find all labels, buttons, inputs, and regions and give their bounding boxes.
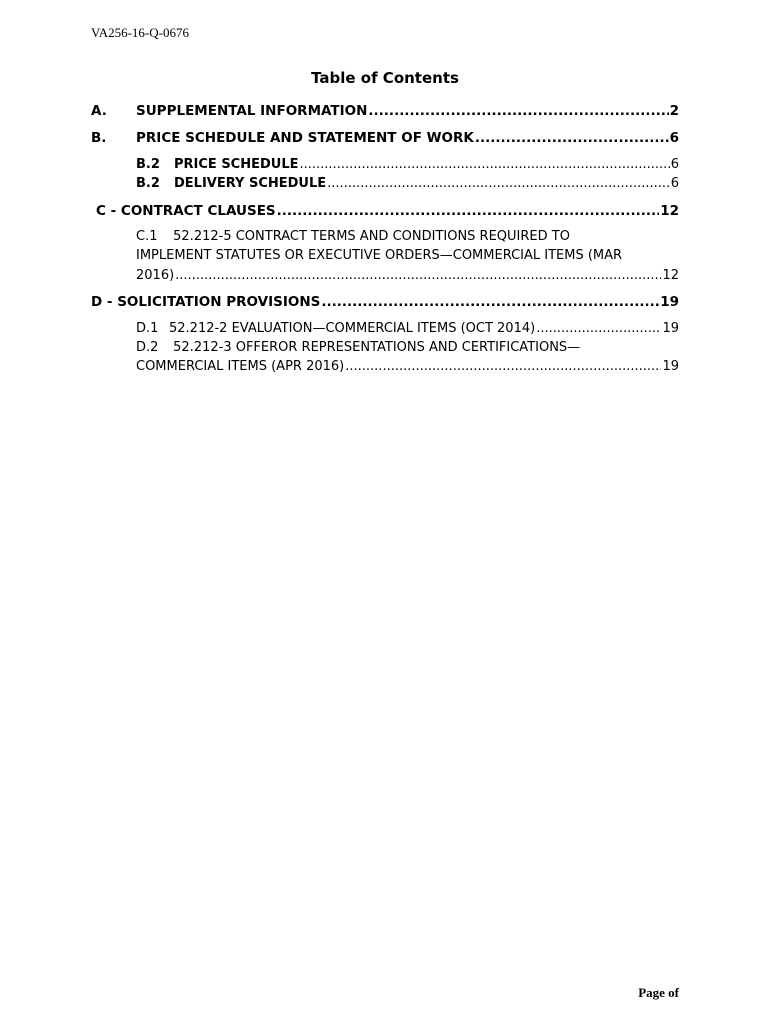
- toc-entry-d[interactable]: [91, 294, 679, 310]
- toc-entry-label: PRICE SCHEDULE AND STATEMENT OF WORK: [136, 130, 474, 146]
- toc-entry-label: 52.212-2 EVALUATION—COMMERCIAL ITEMS (OCT 2014): [169, 321, 536, 336]
- toc-entry-page: 19: [662, 359, 679, 374]
- toc-entry-c1-line3[interactable]: [136, 268, 679, 283]
- toc-entry-number: A.: [91, 103, 107, 119]
- dot-leader: [475, 130, 669, 146]
- dot-leader: [368, 103, 668, 119]
- toc-entry-number: B.2: [136, 157, 160, 172]
- toc-entry-number: D.2: [136, 340, 159, 355]
- toc-entry-page: 12: [660, 203, 679, 219]
- dot-leader: [321, 294, 659, 310]
- toc-entry-b2-delivery-schedule[interactable]: [136, 176, 679, 191]
- toc-entry-label: COMMERCIAL ITEMS (APR 2016): [136, 359, 345, 374]
- toc-entry-label: 52.212-5 CONTRACT TERMS AND CONDITIONS REQUIRED TO: [173, 229, 570, 244]
- toc-entry-page: 6: [669, 130, 679, 146]
- toc-entry-page: 12: [662, 268, 679, 283]
- toc-entry-number: B.: [91, 130, 107, 146]
- toc-entry-number: C.1: [136, 229, 158, 244]
- dot-leader: [345, 359, 661, 374]
- toc-entry-label: C - CONTRACT CLAUSES: [96, 203, 276, 219]
- toc-entry-label: 2016): [136, 268, 175, 283]
- toc-entry-b[interactable]: [91, 130, 679, 146]
- toc-entry-c1-line2: IMPLEMENT STATUTES OR EXECUTIVE ORDERS—COMMERCIAL ITEMS (MAR: [136, 248, 623, 263]
- toc-entry-page: 6: [670, 176, 679, 191]
- toc-entry-label: 52.212-3 OFFEROR REPRESENTATIONS AND CERTIFICATIONS—: [173, 340, 581, 355]
- document-number-header: VA256-16-Q-0676: [91, 25, 189, 40]
- toc-entry-a[interactable]: [91, 103, 679, 119]
- dot-leader: [277, 203, 660, 219]
- dot-leader: [175, 268, 661, 283]
- toc-entry-d1[interactable]: [136, 321, 679, 336]
- toc-entry-label: D - SOLICITATION PROVISIONS: [91, 294, 321, 310]
- toc-entry-number: B.2: [136, 176, 160, 191]
- toc-entry-page: 6: [670, 157, 679, 172]
- toc-entry-page: 2: [669, 103, 679, 119]
- toc-entry-number: D.1: [136, 321, 159, 336]
- toc-entry-page: 19: [660, 294, 679, 310]
- dot-leader: [300, 157, 670, 172]
- toc-entry-page: 19: [662, 321, 679, 336]
- toc-entry-d2-line2[interactable]: [136, 359, 679, 374]
- toc-entry-c1-line1[interactable]: [136, 229, 570, 244]
- toc-entry-label: PRICE SCHEDULE: [174, 157, 299, 172]
- dot-leader: [536, 321, 661, 336]
- page-footer: Page of: [638, 985, 679, 1000]
- dot-leader: [327, 176, 670, 191]
- toc-entry-c[interactable]: [96, 203, 679, 219]
- toc-entry-label: SUPPLEMENTAL INFORMATION: [136, 103, 368, 119]
- toc-entry-d2-line1[interactable]: [136, 340, 580, 355]
- toc-entry-b2-price-schedule[interactable]: [136, 157, 679, 172]
- toc-entry-label: DELIVERY SCHEDULE: [174, 176, 327, 191]
- toc-title: Table of Contents: [311, 69, 459, 87]
